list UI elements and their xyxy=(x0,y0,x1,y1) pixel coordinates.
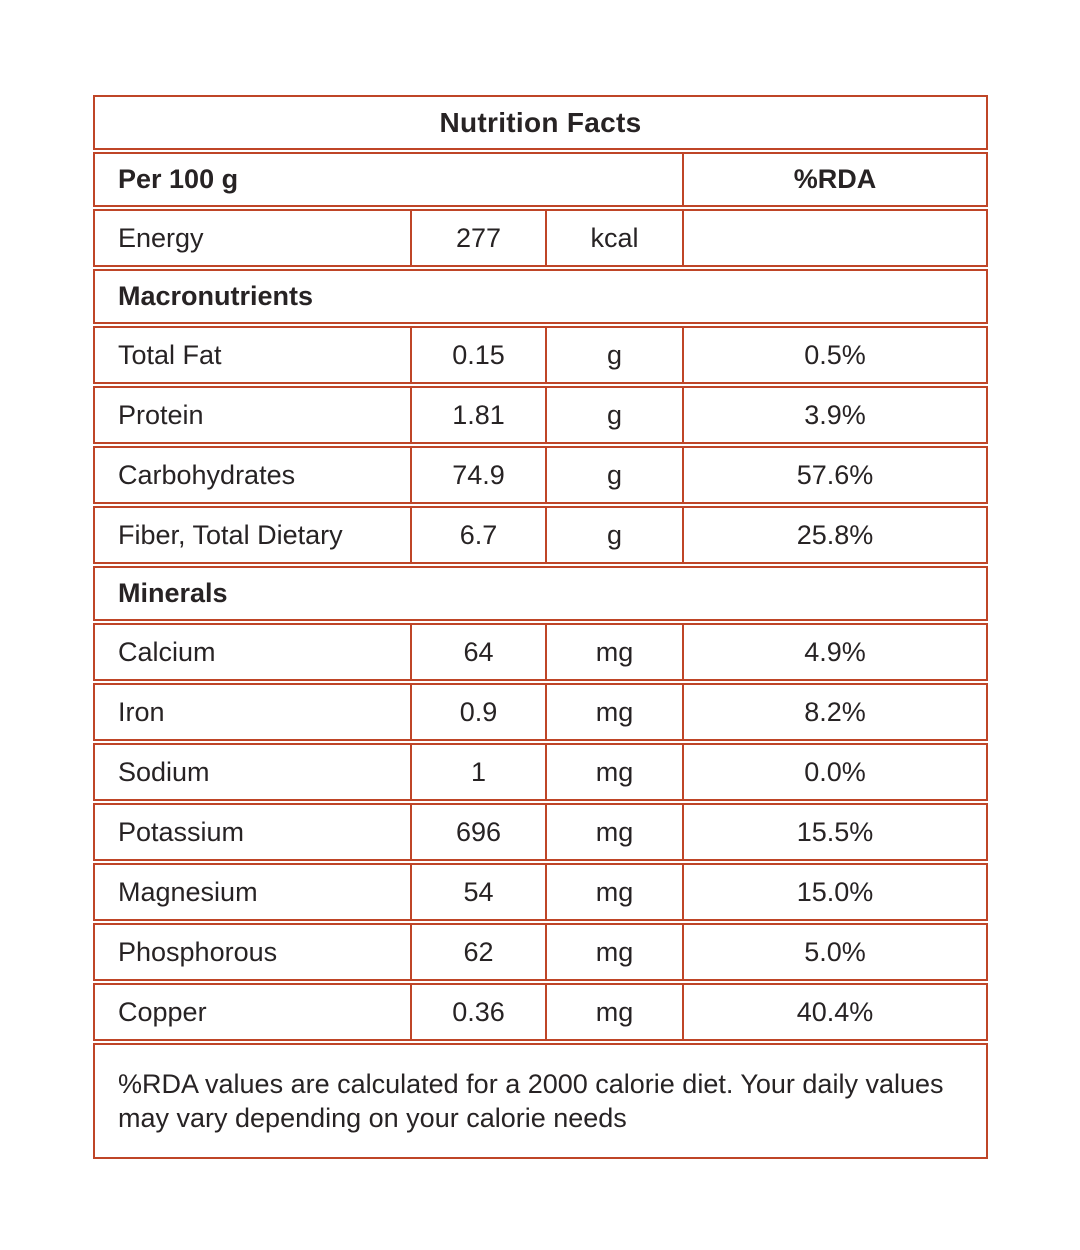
nutrient-value: 0.9 xyxy=(410,685,545,739)
section-heading: Minerals xyxy=(118,578,228,608)
nutrient-rda: 15.0% xyxy=(682,865,986,919)
nutrient-unit: mg xyxy=(545,625,682,679)
table-row xyxy=(93,803,988,861)
nutrient-label: Fiber, Total Dietary xyxy=(118,519,343,550)
nutrient-label: Total Fat xyxy=(118,339,222,370)
nutrient-rda: 0.0% xyxy=(682,745,986,799)
nutrient-unit: mg xyxy=(545,745,682,799)
table-header-row xyxy=(93,152,988,207)
nutrient-unit: mg xyxy=(545,925,682,979)
nutrient-unit: mg xyxy=(545,865,682,919)
nutrient-label: Sodium xyxy=(118,756,210,787)
section-heading: Macronutrients xyxy=(118,281,314,311)
table-row xyxy=(93,983,988,1041)
nutrient-label: Carbohydrates xyxy=(118,459,296,490)
nutrient-value: 1.81 xyxy=(410,388,545,442)
nutrient-value: 696 xyxy=(410,805,545,859)
nutrient-unit: mg xyxy=(545,805,682,859)
table-row-energy xyxy=(93,209,988,267)
section-header-macronutrients xyxy=(93,269,988,324)
nutrient-rda: 25.8% xyxy=(682,508,986,562)
nutrient-label: Magnesium xyxy=(118,876,258,907)
nutrient-value: 0.36 xyxy=(410,985,545,1039)
nutrient-unit: mg xyxy=(545,985,682,1039)
nutrient-unit: mg xyxy=(545,685,682,739)
page-title: Nutrition Facts xyxy=(439,106,642,138)
footnote-row xyxy=(93,1043,988,1159)
nutrient-rda: 0.5% xyxy=(682,328,986,382)
table-row-title xyxy=(93,95,988,150)
nutrient-value: 1 xyxy=(410,745,545,799)
nutrient-unit: g xyxy=(545,448,682,502)
section-header-minerals xyxy=(93,566,988,621)
table-row xyxy=(93,863,988,921)
nutrient-value: 54 xyxy=(410,865,545,919)
nutrient-label: Phosphorous xyxy=(118,936,278,967)
nutrient-label: Copper xyxy=(118,996,207,1027)
nutrient-unit: g xyxy=(545,388,682,442)
nutrient-rda xyxy=(682,211,986,265)
table-row xyxy=(93,743,988,801)
table-row xyxy=(93,683,988,741)
nutrient-unit: g xyxy=(545,328,682,382)
nutrient-rda: 3.9% xyxy=(682,388,986,442)
nutrient-rda: 15.5% xyxy=(682,805,986,859)
nutrient-rda: 40.4% xyxy=(682,985,986,1039)
rda-footnote: %RDA values are calculated for a 2000 calorie diet. Your daily values may vary depending on your calorie needs xyxy=(118,1069,944,1133)
nutrient-unit: g xyxy=(545,508,682,562)
nutrient-value: 74.9 xyxy=(410,448,545,502)
table-row xyxy=(93,623,988,681)
rda-column-header: %RDA xyxy=(682,154,986,205)
nutrient-value: 6.7 xyxy=(410,508,545,562)
nutrient-value: 64 xyxy=(410,625,545,679)
table-row xyxy=(93,386,988,444)
nutrient-value: 0.15 xyxy=(410,328,545,382)
serving-size-header: Per 100 g xyxy=(118,164,239,194)
table-row xyxy=(93,446,988,504)
nutrient-label: Potassium xyxy=(118,816,245,847)
nutrient-rda: 4.9% xyxy=(682,625,986,679)
table-row xyxy=(93,326,988,384)
table-row xyxy=(93,923,988,981)
nutrient-rda: 57.6% xyxy=(682,448,986,502)
nutrient-label: Calcium xyxy=(118,636,216,667)
nutrient-label: Energy xyxy=(118,222,204,253)
nutrient-label: Iron xyxy=(118,696,165,727)
nutrient-rda: 8.2% xyxy=(682,685,986,739)
nutrient-value: 277 xyxy=(410,211,545,265)
table-row xyxy=(93,506,988,564)
nutrition-facts-table xyxy=(93,95,988,1159)
nutrient-value: 62 xyxy=(410,925,545,979)
nutrient-label: Protein xyxy=(118,399,204,430)
nutrient-rda: 5.0% xyxy=(682,925,986,979)
nutrient-unit: kcal xyxy=(545,211,682,265)
